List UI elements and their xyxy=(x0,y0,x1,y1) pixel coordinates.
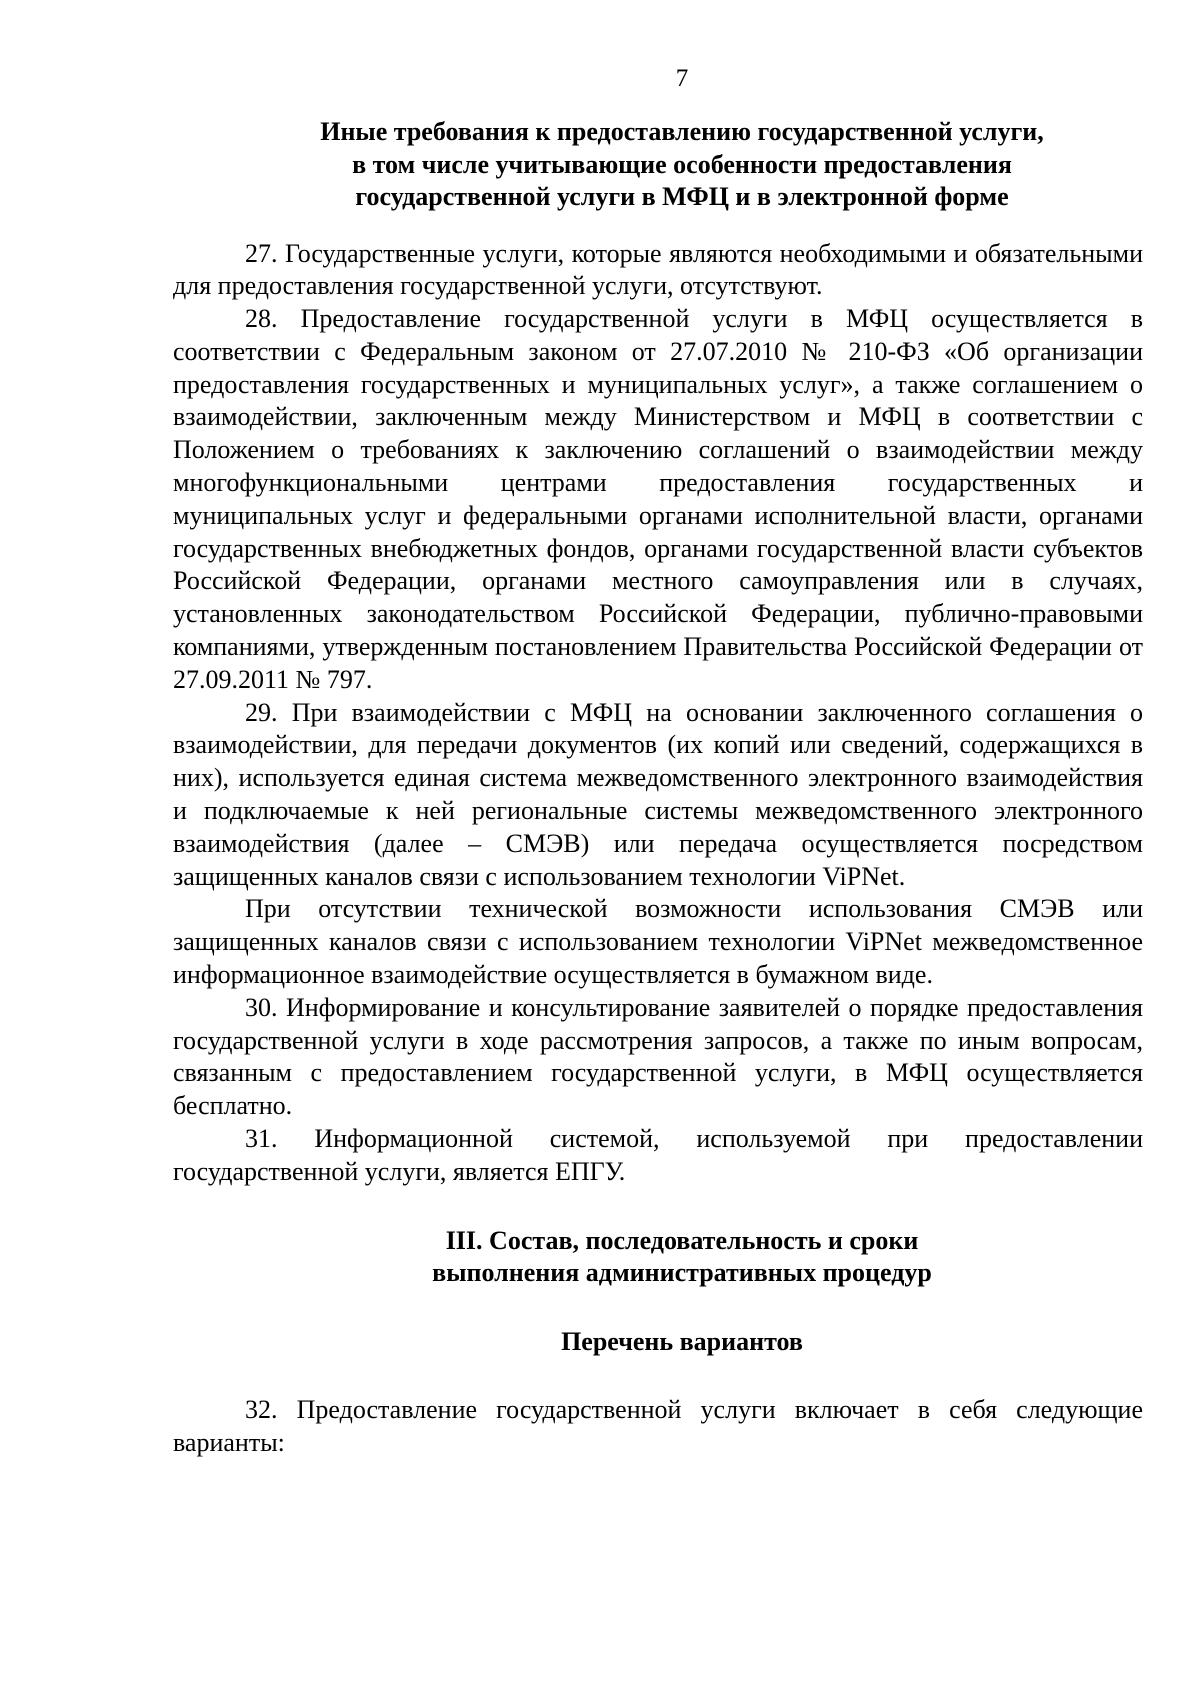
heading-line: III. Состав, последовательность и сроки xyxy=(445,1225,919,1255)
paragraph-32: 32. Предоставление государственной услуги включает в себя следующие варианты: xyxy=(173,1395,1143,1457)
heading-line: государственной услуги в МФЦ и в электронной форме xyxy=(355,182,1009,211)
body-section-2 xyxy=(173,1394,1143,1460)
body-section xyxy=(173,238,1143,1189)
section-heading-other-requirements xyxy=(221,116,1143,214)
paragraph-30: 30. Информирование и консультирование заявителей о порядке предоставления государственной услуги в ходе рассмотрения запросов, а также по иным вопросам, связанным с предоставлением государственной услуги, в МФЦ осуществляется бесплатно. xyxy=(173,992,1143,1121)
paragraph-28: 28. Предоставление государственной услуги в МФЦ осуществляется в соответствии с Федеральным законом от 27.07.2010 № 210-ФЗ «Об организации предоставления государственных и муниципальных услуг», а также соглашением о взаимодействии, заключенным между Министерством и МФЦ в соответствии с Положением о требованиях к заключению соглашений о взаимодействии между многофункциональными центрами предоставления государственных и муниципальных услуг и федеральными органами исполнительной власти, органами государственных внебюджетных фондов, органами государственной власти субъектов Российской Федерации, органами местного самоуправления или в случаях, установленных законодательством Российской Федерации, публично-правовыми компаниями, утвержденным постановлением Правительства Российской Федерации от 27.09.2011 № 797. xyxy=(173,304,1143,694)
document-page xyxy=(173,64,1143,1460)
heading-line: в том числе учитывающие особенности предоставления xyxy=(352,149,1012,179)
section-heading-chapter-3 xyxy=(221,1225,1143,1290)
heading-line: выполнения административных процедур xyxy=(432,1258,932,1288)
paragraph-29-continuation: При отсутствии технической возможности использования СМЭВ или защищенных каналов связи с использованием технологии ViPNet межведомственное информационное взаимодействие осуществляется в бумажном виде. xyxy=(173,894,1143,990)
page-number: 7 xyxy=(675,65,689,92)
paragraph-29: 29. При взаимодействии с МФЦ на основании заключенного соглашения о взаимодействии, для передачи документов (их копий или сведений, содержащихся в них), используется единая система межведомственного электронного взаимодействия и подключаемые к ней региональные системы межведомственного электронного взаимодействия (далее – СМЭВ) или передача осуществляется посредством защищенных каналов связи с использованием технологии ViPNet. xyxy=(173,697,1143,891)
heading-line: Иные требования к предоставлению государственной услуги, xyxy=(320,117,1044,146)
paragraph-31: 31. Информационной системой, используемой при предоставлении государственной услуги, является ЕПГУ. xyxy=(173,1124,1143,1186)
subsection-heading-variants: Перечень вариантов xyxy=(561,1326,803,1356)
paragraph-27: 27. Государственные услуги, которые являются необходимыми и обязательными для предоставления государственной услуги, отсутствуют. xyxy=(173,238,1143,301)
